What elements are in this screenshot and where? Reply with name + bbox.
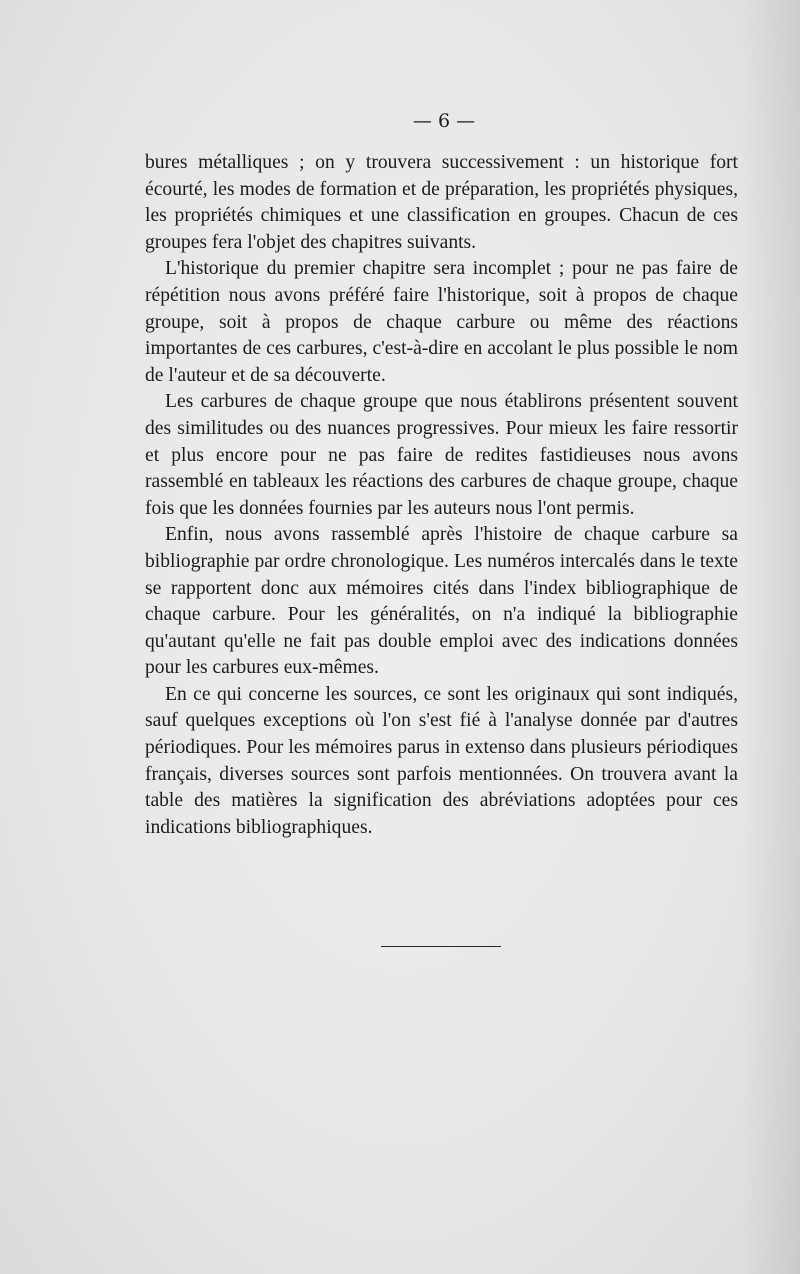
page-number: — 6 — — [412, 110, 476, 132]
paragraph-3: Les carbures de chaque groupe que nous établirons présentent souvent des similitudes ou des nuances progressives. Pour mieux les faire ressortir et plus encore pour ne pas faire de redites fastidieuses nous avons rassemblé en tableaux les réactions des carbures de chaque groupe, chaque fois que les données fournies par les auteurs nous l'ont permis. — [145, 391, 738, 519]
paragraph-5: En ce qui concerne les sources, ce sont les originaux qui sont indiqués, sauf quelques exceptions où l'on s'est fié à l'analyse donnée par d'autres périodiques. Pour les mémoires parus in extenso dans plusieurs périodiques français, diverses sources sont parfois mentionnées. On trouvera avant la table des matières la signification des abréviations adoptées pour ces indications bibliographiques. — [145, 683, 738, 838]
body-text — [145, 150, 738, 841]
paragraph-1: bures métalliques ; on y trouvera successivement : un historique fort écourté, les modes de formation et de préparation, les propriétés physiques, les propriétés chimiques et une classification en groupes. Chacun de ces groupes fera l'objet des chapitres suivants. — [145, 152, 738, 253]
paragraph-4: Enfin, nous avons rassemblé après l'histoire de chaque carbure sa bibliographie par ordre chronologique. Les numéros intercalés dans le texte se rapportent donc aux mémoires cités dans l'index bibliographique de chaque carbure. Pour les généralités, on n'a indiqué la bibliographie qu'autant qu'elle ne fait pas double emploi avec des indications données pour les carbures eux-mêmes. — [145, 524, 738, 679]
end-rule — [381, 946, 501, 947]
page-edge-shadow — [740, 0, 800, 1274]
paragraph-2: L'historique du premier chapitre sera incomplet ; pour ne pas faire de répétition nous avons préféré faire l'historique, soit à propos de chaque groupe, soit à propos de chaque carbure ou même des réactions importantes de ces carbures, c'est-à-dire en accolant le plus possible le nom de l'auteur et de sa découverte. — [145, 258, 738, 386]
